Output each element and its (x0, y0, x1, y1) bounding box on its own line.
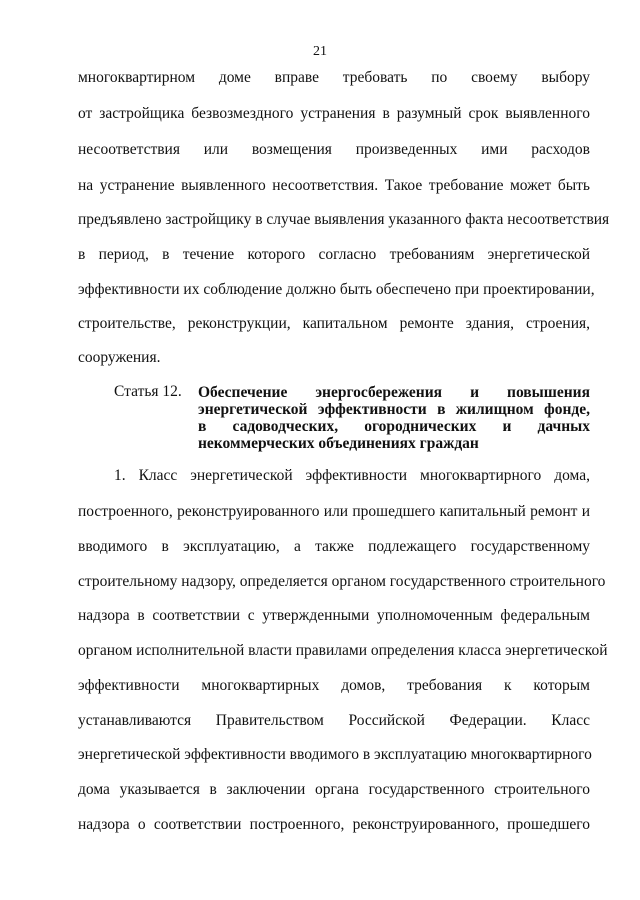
text-line: эффективности многоквартирных домов, требования к которым (78, 677, 590, 694)
text-line: дома указывается в заключении органа государственного строительного (78, 781, 590, 798)
text-line: надзора в соответствии с утвержденными уполномоченным федеральным (78, 607, 590, 624)
text-line: в период, в течение которого согласно требованиям энергетической (78, 246, 590, 263)
text-line: надзора о соответствии построенного, реконструированного, прошедшего (78, 816, 590, 833)
text-line: вводимого в эксплуатацию, а также подлежащего государственному (78, 538, 590, 555)
text-line: сооружения. (78, 349, 161, 366)
text-line: несоответствия или возмещения произведенных ими расходов (78, 141, 590, 158)
text-line: предъявлено застройщику в случае выявления указанного факта несоответствия (78, 211, 610, 228)
text-line: устанавливаются Правительством Российской Федерации. Класс (78, 712, 590, 729)
text-line: строительному надзору, определяется органом государственного строительного (78, 573, 606, 590)
text-line: эффективности их соблюдение должно быть обеспечено при проектировании, (78, 281, 595, 298)
text-line: органом исполнительной власти правилами определения класса энергетической (78, 642, 608, 659)
text-line: от застройщика безвозмездного устранения в разумный срок выявленного (78, 105, 590, 122)
text-line: 1. Класс энергетической эффективности многоквартирного дома, (114, 467, 590, 484)
article-label: Статья 12. (114, 383, 182, 400)
article-heading-line: некоммерческих объединениях граждан (198, 435, 479, 452)
article-heading-line: Обеспечение энергосбережения и повышения (198, 384, 590, 401)
text-line: энергетической эффективности вводимого в эксплуатацию многоквартирного (78, 746, 592, 763)
text-line: строительстве, реконструкции, капитальном ремонте здания, строения, (78, 315, 590, 332)
text-line: построенного, реконструированного или прошедшего капитальный ремонт и (78, 503, 590, 520)
article-heading-line: энергетической эффективности в жилищном фонде, (198, 401, 590, 418)
text-line: на устранение выявленного несоответствия. Такое требование может быть (78, 177, 590, 194)
article-heading-line: в садоводческих, огороднических и дачных (198, 418, 590, 435)
page-number: 21 (313, 44, 327, 59)
text-line: многоквартирном доме вправе требовать по своему выбору (78, 69, 590, 86)
